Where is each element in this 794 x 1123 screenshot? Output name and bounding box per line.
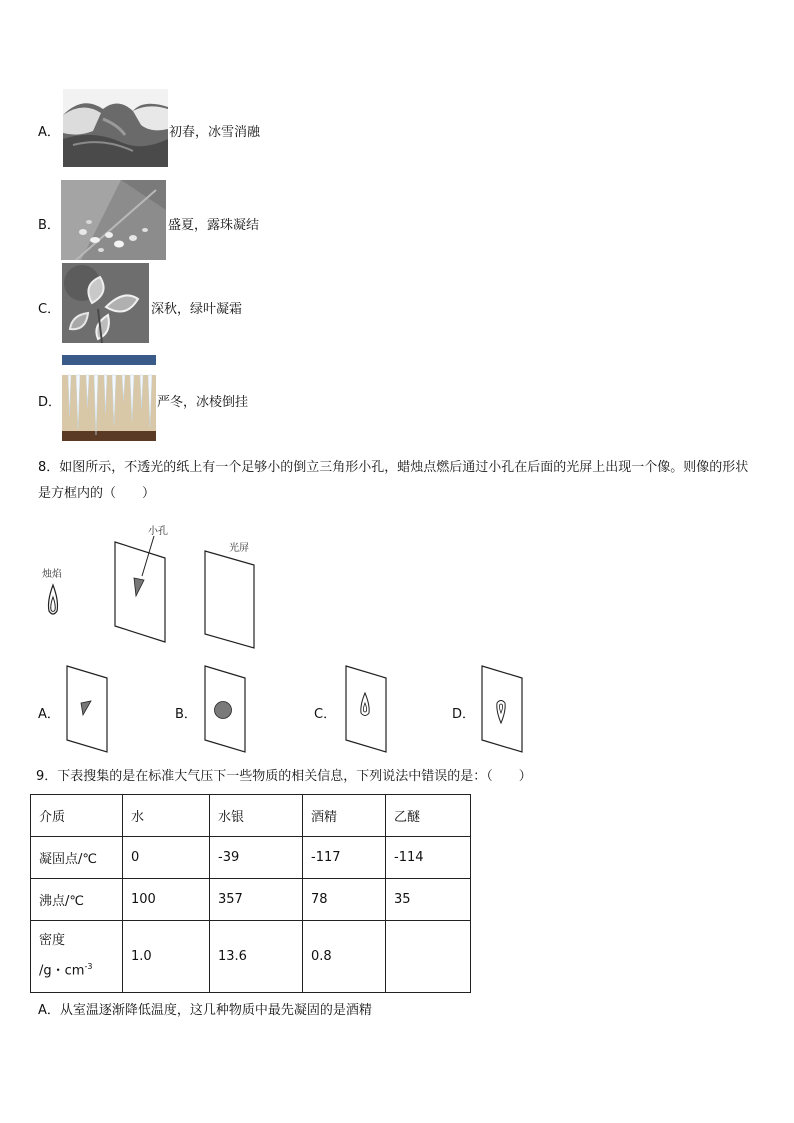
option-text: 盛夏，露珠凝结 [168,218,260,233]
row-label-sup: -3 [84,962,93,972]
header-cell: 水 [123,795,210,837]
table-cell: 35 [386,879,471,921]
table-cell: 357 [210,879,303,921]
option-a-triangle-image[interactable] [63,663,113,755]
row-label [31,921,123,993]
table-cell: 0 [123,837,210,879]
option-letter[interactable]: A． [38,707,60,722]
option-letter[interactable]: B． [175,707,197,722]
frosted-leaves-photo [62,263,149,343]
option-letter[interactable]: C． [314,707,337,722]
option-letter: B． [38,218,60,233]
table-cell: 1.0 [123,921,210,993]
option-text: 初春，冰雪消融 [169,125,261,140]
candle-label: 烛焰 [42,569,62,580]
ice-snow-melting-photo [63,89,168,167]
table-cell: 100 [123,879,210,921]
table-cell: 13.6 [210,921,303,993]
table-cell: -39 [210,837,303,879]
light-screen [202,548,258,650]
table-row [31,879,471,921]
option-text: 严冬，冰棱倒挂 [157,395,249,410]
option-letter: C． [38,302,61,317]
option-d-inverted-flame-image[interactable] [478,663,528,755]
header-cell: 水银 [210,795,303,837]
row-label: 凝固点/℃ [31,837,123,879]
table-cell: -117 [303,837,386,879]
header-cell: 介质 [31,795,123,837]
option-c-upright-flame-image[interactable] [342,663,392,755]
q9-option-a[interactable]: A．从室温逐渐降低温度，这几种物质中最先凝固的是酒精 [38,1003,372,1018]
table-cell: 78 [303,879,386,921]
table-cell: 0.8 [303,921,386,993]
table-cell [386,921,471,993]
icicles-photo [62,355,156,441]
hole-label: 小孔 [148,526,168,537]
substance-properties-table [30,794,471,993]
header-cell: 乙醚 [386,795,471,837]
table-cell: -114 [386,837,471,879]
question-8-text: 8．如图所示，不透光的纸上有一个足够小的倒立三角形小孔，蜡烛点燃后通过小孔在后面的光屏上出现一个像。则像的形状是方框内的（ ） [38,460,749,501]
row-label-line2: /g・cm [39,963,85,979]
candle-flame-icon [46,583,60,619]
option-letter[interactable]: D． [452,707,476,722]
table-row [31,837,471,879]
row-label: 沸点/℃ [31,879,123,921]
dew-drops-photo [61,180,166,260]
question-9-text: 9．下表搜集的是在标准大气压下一些物质的相关信息，下列说法中错误的是：（ ） [36,769,532,784]
option-b-circle-image[interactable] [201,663,251,755]
option-letter: D． [38,395,62,410]
screen-label: 光屏 [229,543,249,554]
option-text: 深秋，绿叶凝霜 [151,302,243,317]
paper-with-hole [112,532,172,644]
table-row [31,921,471,993]
table-header-row [31,795,471,837]
header-cell: 酒精 [303,795,386,837]
option-letter: A． [38,125,60,140]
row-label-line1: 密度 [39,933,66,949]
